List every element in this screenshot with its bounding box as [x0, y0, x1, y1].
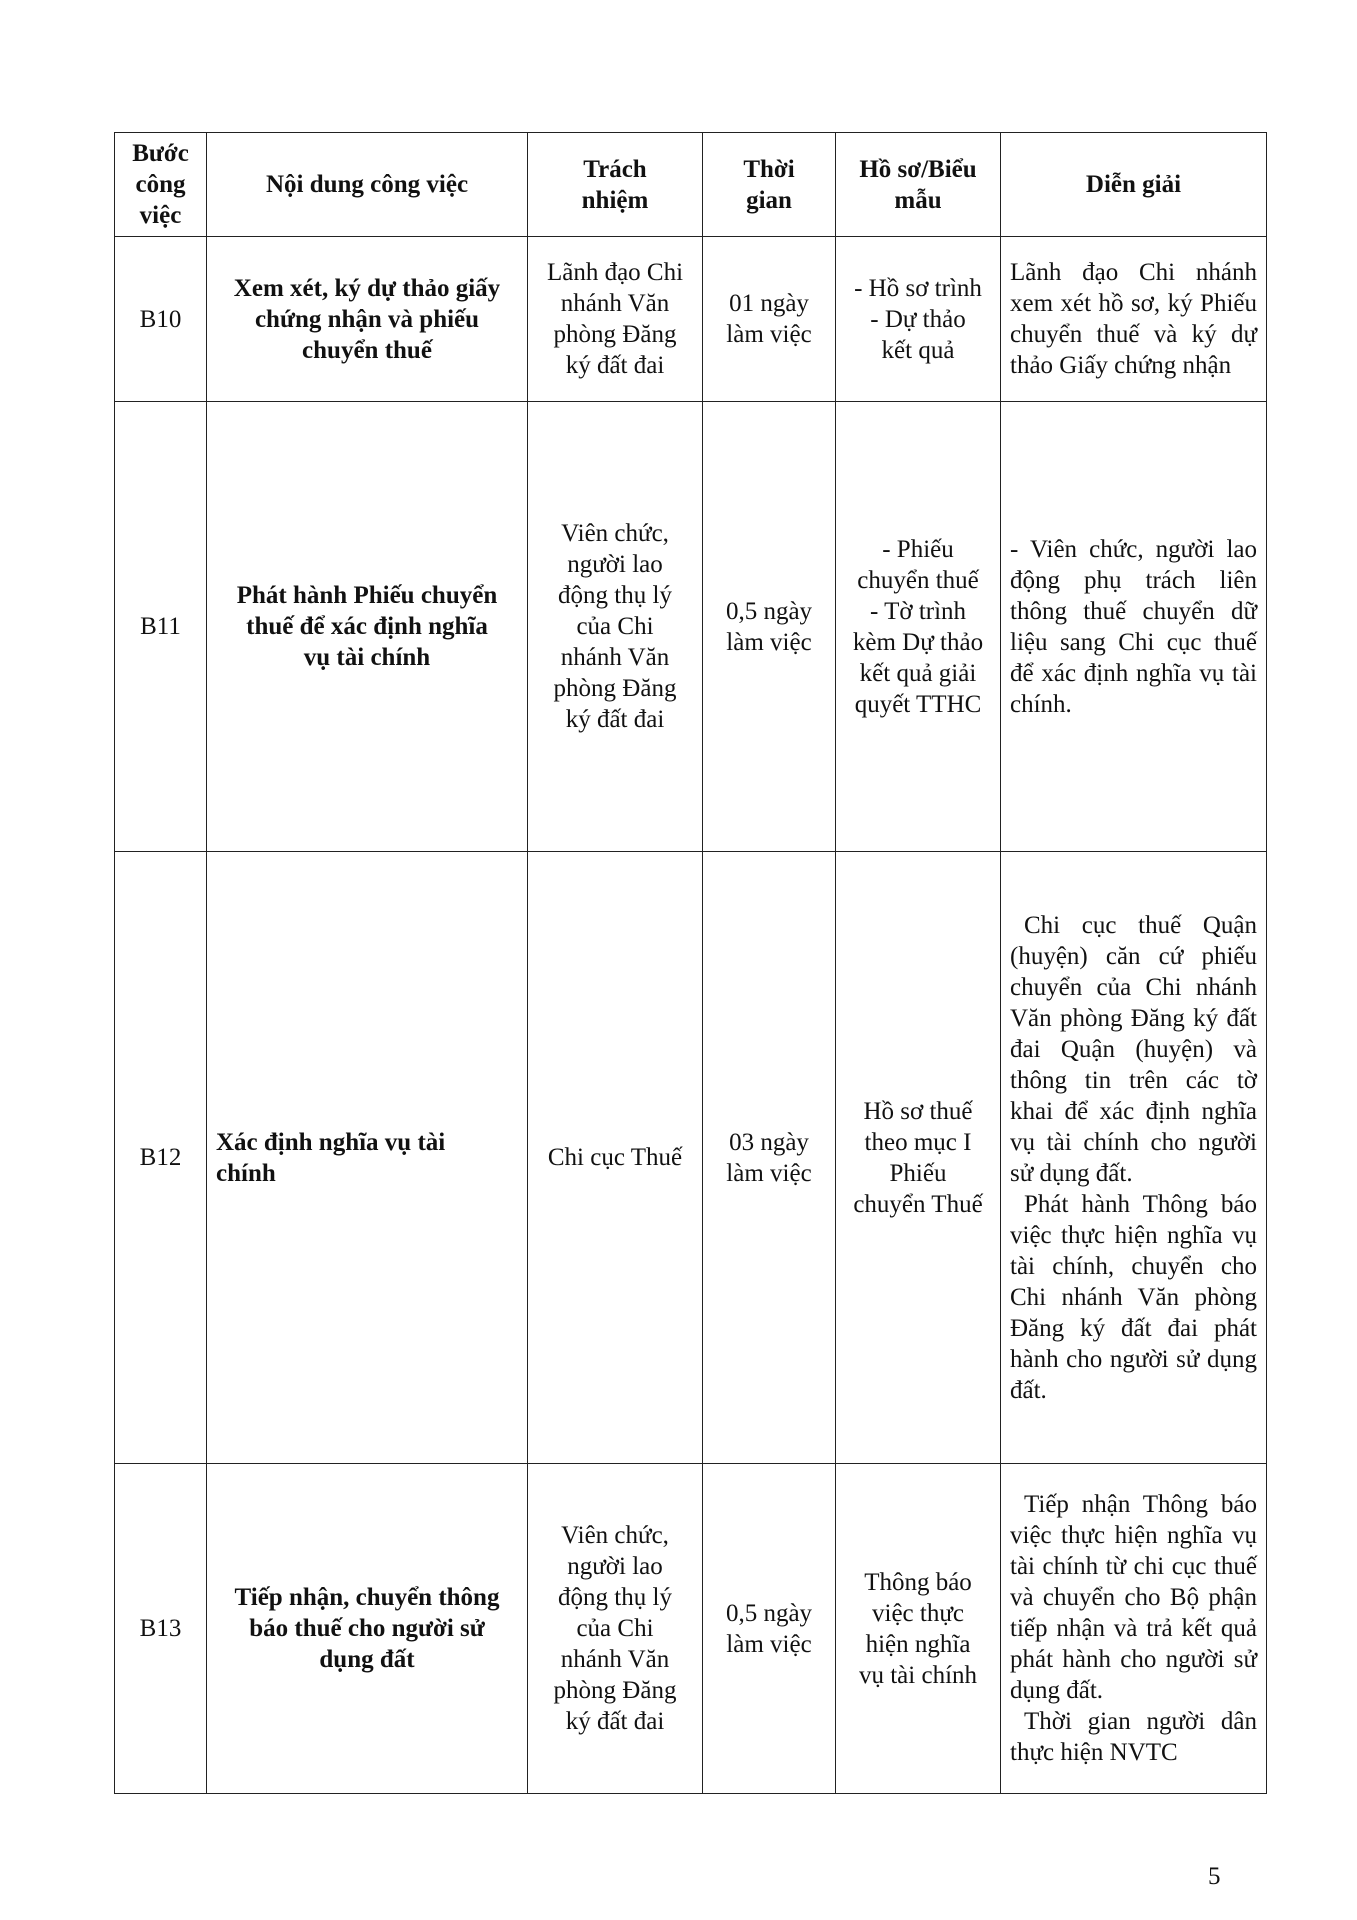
header-time: Thời gian [703, 133, 836, 237]
header-content: Nội dung công việc [207, 133, 528, 237]
explanation-paragraph: Phát hành Thông báo việc thực hiện nghĩa vụ tài chính, chuyển cho Chi nhánh Văn phòng Đăng ký đất đai phát hành cho người sử dụng đất. [1010, 1190, 1257, 1404]
table-header-row [115, 133, 1267, 237]
step-cell: B10 [115, 237, 207, 402]
explanation-paragraph: Lãnh đạo Chi nhánh xem xét hồ sơ, ký Phiếu chuyển thuế và ký dự thảo Giấy chứng nhận [1010, 259, 1257, 379]
table-row [115, 1464, 1267, 1794]
explanation-paragraph: Tiếp nhận Thông báo việc thực hiện nghĩa vụ tài chính từ chi cục thuế và chuyển cho Bộ phận tiếp nhận và trả kết quả phát hành cho người sử dụng đất. [1010, 1491, 1257, 1704]
responsibility-cell: Chi cục Thuế [528, 852, 703, 1464]
responsibility-cell: Viên chức, người lao động thụ lý của Chi nhánh Văn phòng Đăng ký đất đai [528, 402, 703, 852]
responsibility-cell: Lãnh đạo Chi nhánh Văn phòng Đăng ký đất đai [528, 237, 703, 402]
content-cell: Xác định nghĩa vụ tài chính [207, 852, 528, 1464]
explanation-cell [1001, 1464, 1267, 1794]
documents-cell: - Phiếu chuyển thuế - Tờ trình kèm Dự thảo kết quả giải quyết TTHC [836, 402, 1001, 852]
content-cell: Tiếp nhận, chuyển thông báo thuế cho người sử dụng đất [207, 1464, 528, 1794]
responsibility-cell: Viên chức, người lao động thụ lý của Chi nhánh Văn phòng Đăng ký đất đai [528, 1464, 703, 1794]
content-cell: Xem xét, ký dự thảo giấy chứng nhận và phiếu chuyển thuế [207, 237, 528, 402]
header-explanation: Diễn giải [1001, 133, 1267, 237]
explanation-cell [1001, 852, 1267, 1464]
step-cell: B11 [115, 402, 207, 852]
explanation-paragraph: - Viên chức, người lao động phụ trách liên thông thuế chuyển dữ liệu sang Chi cục thuế để xác định nghĩa vụ tài chính. [1010, 535, 1257, 718]
step-cell: B12 [115, 852, 207, 1464]
explanation-cell [1001, 402, 1267, 852]
time-cell: 01 ngày làm việc [703, 237, 836, 402]
procedure-table [114, 132, 1267, 1794]
time-cell: 0,5 ngày làm việc [703, 402, 836, 852]
table-row [115, 237, 1267, 402]
explanation-paragraph: Chi cục thuế Quận (huyện) căn cứ phiếu chuyển của Chi nhánh Văn phòng Đăng ký đất đai Quận (huyện) và thông tin trên các tờ khai để xác định nghĩa vụ tài chính cho người sử dụng đất. [1010, 911, 1257, 1187]
time-cell: 03 ngày làm việc [703, 852, 836, 1464]
explanation-paragraph: Thời gian người dân thực hiện NVTC [1010, 1708, 1257, 1766]
header-responsibility: Trách nhiệm [528, 133, 703, 237]
documents-cell: Hồ sơ thuế theo mục I Phiếu chuyển Thuế [836, 852, 1001, 1464]
explanation-cell [1001, 237, 1267, 402]
documents-cell: Thông báo việc thực hiện nghĩa vụ tài chính [836, 1464, 1001, 1794]
step-cell: B13 [115, 1464, 207, 1794]
table-row [115, 852, 1267, 1464]
time-cell: 0,5 ngày làm việc [703, 1464, 836, 1794]
page-number: 5 [1208, 1863, 1221, 1890]
header-step: Bước công việc [115, 133, 207, 237]
table-row [115, 402, 1267, 852]
content-cell: Phát hành Phiếu chuyển thuế để xác định nghĩa vụ tài chính [207, 402, 528, 852]
documents-cell: - Hồ sơ trình - Dự thảo kết quả [836, 237, 1001, 402]
header-documents: Hồ sơ/Biểu mẫu [836, 133, 1001, 237]
